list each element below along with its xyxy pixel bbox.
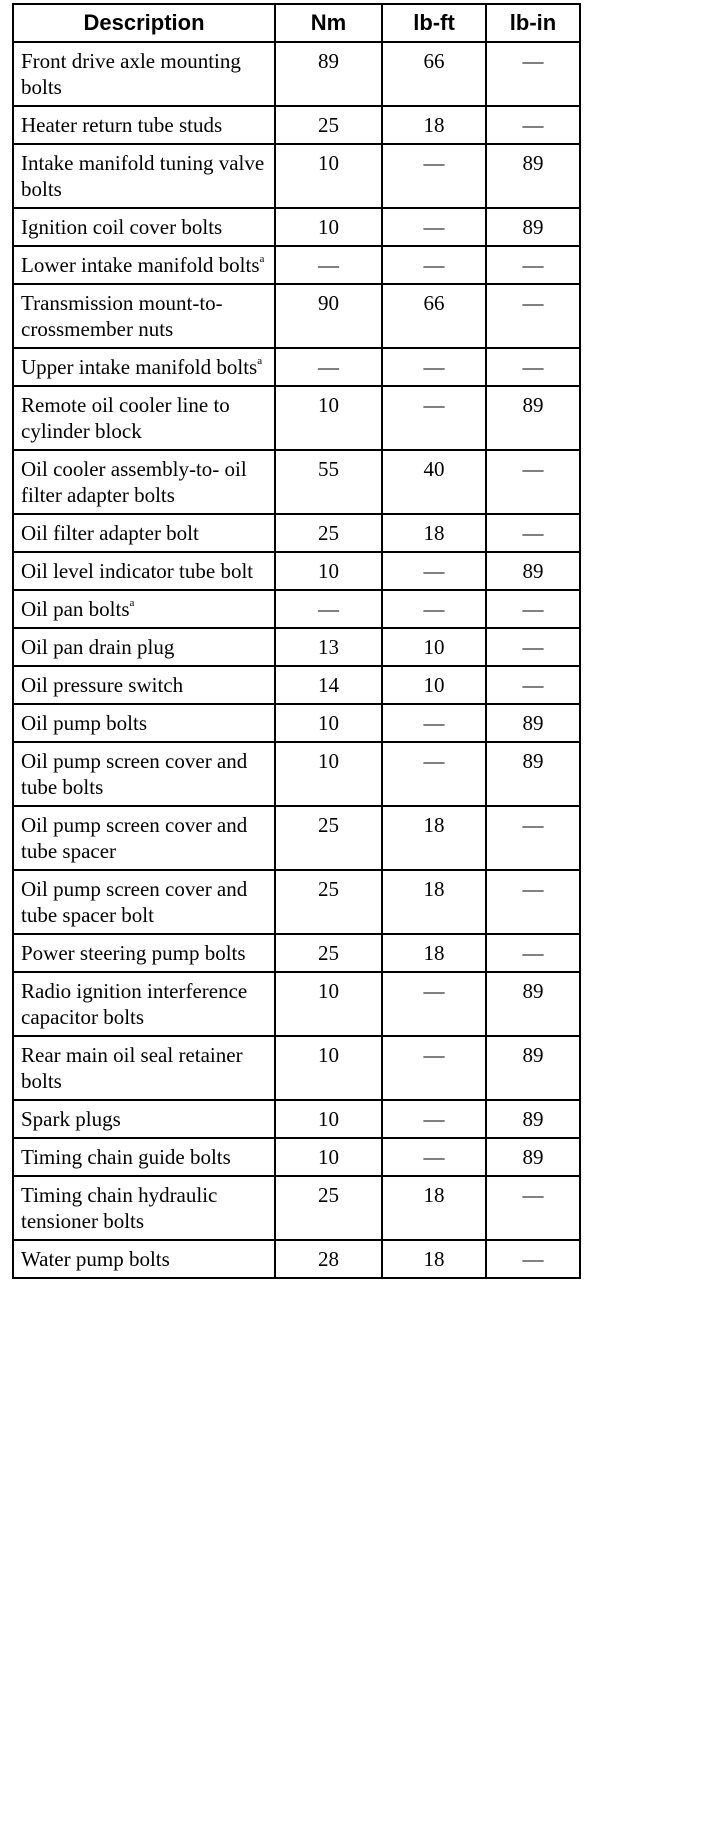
cell-lb-in: — xyxy=(486,628,580,666)
cell-nm: 25 xyxy=(275,106,382,144)
table-row xyxy=(13,386,580,450)
cell-lb-in: — xyxy=(486,870,580,934)
table-row xyxy=(13,144,580,208)
cell-description xyxy=(13,106,275,144)
cell-description xyxy=(13,1240,275,1278)
cell-description xyxy=(13,348,275,386)
cell-nm: 25 xyxy=(275,806,382,870)
description-text: Intake manifold tuning valve bolts xyxy=(21,151,265,201)
description-text: Oil pan drain plug xyxy=(21,635,175,659)
cell-lb-ft: — xyxy=(382,144,486,208)
cell-nm: — xyxy=(275,246,382,284)
cell-nm: 25 xyxy=(275,1176,382,1240)
table-row xyxy=(13,284,580,348)
cell-lb-ft: — xyxy=(382,348,486,386)
description-text: Rear main oil seal retainer bolts xyxy=(21,1043,243,1093)
header-row xyxy=(13,4,580,42)
cell-nm: 13 xyxy=(275,628,382,666)
description-text: Transmission mount-to-crossmember nuts xyxy=(21,291,223,341)
cell-nm: 90 xyxy=(275,284,382,348)
cell-lb-ft: — xyxy=(382,972,486,1036)
cell-lb-ft: — xyxy=(382,386,486,450)
table-row xyxy=(13,704,580,742)
cell-description xyxy=(13,628,275,666)
cell-nm: 10 xyxy=(275,208,382,246)
description-text: Lower intake manifold bolts xyxy=(21,253,260,277)
cell-description xyxy=(13,144,275,208)
description-text: Oil pan bolts xyxy=(21,597,130,621)
table-row xyxy=(13,514,580,552)
cell-lb-in: 89 xyxy=(486,552,580,590)
cell-description xyxy=(13,552,275,590)
table-row xyxy=(13,450,580,514)
footnote-marker: a xyxy=(259,253,265,265)
cell-nm: 55 xyxy=(275,450,382,514)
cell-lb-ft: 18 xyxy=(382,934,486,972)
cell-lb-ft: — xyxy=(382,208,486,246)
cell-lb-ft: 10 xyxy=(382,628,486,666)
cell-nm: 14 xyxy=(275,666,382,704)
table-row xyxy=(13,348,580,386)
cell-lb-in: — xyxy=(486,934,580,972)
cell-nm: 10 xyxy=(275,1036,382,1100)
cell-lb-ft: 18 xyxy=(382,870,486,934)
cell-description xyxy=(13,246,275,284)
cell-lb-ft: 66 xyxy=(382,42,486,106)
cell-description xyxy=(13,42,275,106)
description-text: Power steering pump bolts xyxy=(21,941,246,965)
table-row xyxy=(13,934,580,972)
cell-lb-ft: — xyxy=(382,1100,486,1138)
description-text: Timing chain guide bolts xyxy=(21,1145,231,1169)
table-row xyxy=(13,972,580,1036)
header-lb-ft: lb-ft xyxy=(382,4,486,42)
table-row xyxy=(13,666,580,704)
cell-lb-ft: 10 xyxy=(382,666,486,704)
cell-nm: 10 xyxy=(275,1100,382,1138)
header-nm: Nm xyxy=(275,4,382,42)
cell-lb-in: 89 xyxy=(486,1036,580,1100)
cell-description xyxy=(13,590,275,628)
cell-lb-in: — xyxy=(486,284,580,348)
table-row xyxy=(13,1036,580,1100)
header-lb-in: lb-in xyxy=(486,4,580,42)
cell-lb-in: — xyxy=(486,106,580,144)
cell-description xyxy=(13,704,275,742)
description-text: Timing chain hydraulic tensioner bolts xyxy=(21,1183,218,1233)
cell-lb-in: — xyxy=(486,450,580,514)
footnote-marker: a xyxy=(257,355,263,367)
cell-lb-in: — xyxy=(486,806,580,870)
cell-lb-ft: 40 xyxy=(382,450,486,514)
cell-description xyxy=(13,806,275,870)
description-text: Oil pump screen cover and tube bolts xyxy=(21,749,248,799)
cell-nm: — xyxy=(275,348,382,386)
table-row xyxy=(13,1240,580,1278)
description-text: Front drive axle mounting bolts xyxy=(21,49,241,99)
cell-description xyxy=(13,450,275,514)
cell-lb-in: — xyxy=(486,246,580,284)
description-text: Remote oil cooler line to cylinder block xyxy=(21,393,230,443)
cell-nm: 10 xyxy=(275,704,382,742)
description-text: Water pump bolts xyxy=(21,1247,170,1271)
description-text: Oil filter adapter bolt xyxy=(21,521,199,545)
cell-nm: 10 xyxy=(275,552,382,590)
table-row xyxy=(13,1100,580,1138)
cell-description xyxy=(13,742,275,806)
header-description: Description xyxy=(13,4,275,42)
table-row xyxy=(13,1176,580,1240)
cell-lb-in: — xyxy=(486,42,580,106)
cell-lb-in: — xyxy=(486,1176,580,1240)
cell-description xyxy=(13,870,275,934)
cell-lb-ft: — xyxy=(382,590,486,628)
torque-spec-table-wrapper xyxy=(12,3,579,1279)
cell-lb-in: 89 xyxy=(486,1100,580,1138)
cell-lb-ft: — xyxy=(382,742,486,806)
cell-lb-in: 89 xyxy=(486,742,580,806)
cell-lb-ft: — xyxy=(382,1138,486,1176)
description-text: Radio ignition interference capacitor bolts xyxy=(21,979,248,1029)
cell-lb-ft: — xyxy=(382,552,486,590)
cell-lb-ft: 18 xyxy=(382,806,486,870)
cell-description xyxy=(13,1036,275,1100)
table-row xyxy=(13,806,580,870)
table-row xyxy=(13,208,580,246)
table-row xyxy=(13,106,580,144)
table-row xyxy=(13,1138,580,1176)
cell-nm: 10 xyxy=(275,144,382,208)
description-text: Ignition coil cover bolts xyxy=(21,215,223,239)
table-row xyxy=(13,42,580,106)
table-row xyxy=(13,870,580,934)
table-row xyxy=(13,742,580,806)
cell-lb-ft: 18 xyxy=(382,514,486,552)
cell-description xyxy=(13,934,275,972)
cell-description xyxy=(13,666,275,704)
table-body xyxy=(13,42,580,1278)
cell-lb-in: 89 xyxy=(486,386,580,450)
description-text: Upper intake manifold bolts xyxy=(21,355,258,379)
cell-lb-in: — xyxy=(486,514,580,552)
cell-lb-ft: — xyxy=(382,704,486,742)
cell-description xyxy=(13,208,275,246)
cell-lb-in: — xyxy=(486,590,580,628)
cell-description xyxy=(13,1138,275,1176)
cell-lb-in: 89 xyxy=(486,208,580,246)
cell-lb-in: 89 xyxy=(486,972,580,1036)
footnote-marker: a xyxy=(129,597,135,609)
cell-lb-ft: — xyxy=(382,1036,486,1100)
cell-description xyxy=(13,972,275,1036)
cell-description xyxy=(13,514,275,552)
description-text: Heater return tube studs xyxy=(21,113,223,137)
description-text: Oil cooler assembly-to- oil filter adapter bolts xyxy=(21,457,247,507)
cell-nm: 10 xyxy=(275,972,382,1036)
table-header xyxy=(13,4,580,42)
cell-lb-in: — xyxy=(486,666,580,704)
cell-description xyxy=(13,1176,275,1240)
table-row xyxy=(13,628,580,666)
cell-nm: 25 xyxy=(275,870,382,934)
cell-lb-ft: 66 xyxy=(382,284,486,348)
cell-lb-in: 89 xyxy=(486,704,580,742)
table-row xyxy=(13,246,580,284)
description-text: Oil pump bolts xyxy=(21,711,148,735)
cell-lb-in: 89 xyxy=(486,1138,580,1176)
cell-lb-in: — xyxy=(486,348,580,386)
torque-spec-table xyxy=(12,3,581,1279)
cell-lb-ft: 18 xyxy=(382,1176,486,1240)
description-text: Spark plugs xyxy=(21,1107,121,1131)
cell-description xyxy=(13,1100,275,1138)
table-row xyxy=(13,552,580,590)
cell-description xyxy=(13,284,275,348)
cell-description xyxy=(13,386,275,450)
cell-lb-ft: 18 xyxy=(382,106,486,144)
cell-lb-in: 89 xyxy=(486,144,580,208)
description-text: Oil level indicator tube bolt xyxy=(21,559,254,583)
cell-nm: 10 xyxy=(275,742,382,806)
cell-nm: 10 xyxy=(275,1138,382,1176)
cell-lb-ft: — xyxy=(382,246,486,284)
cell-lb-in: — xyxy=(486,1240,580,1278)
cell-nm: — xyxy=(275,590,382,628)
cell-nm: 25 xyxy=(275,514,382,552)
cell-nm: 25 xyxy=(275,934,382,972)
description-text: Oil pressure switch xyxy=(21,673,184,697)
cell-nm: 10 xyxy=(275,386,382,450)
description-text: Oil pump screen cover and tube spacer bolt xyxy=(21,877,248,927)
table-row xyxy=(13,590,580,628)
cell-lb-ft: 18 xyxy=(382,1240,486,1278)
description-text: Oil pump screen cover and tube spacer xyxy=(21,813,248,863)
cell-nm: 28 xyxy=(275,1240,382,1278)
cell-nm: 89 xyxy=(275,42,382,106)
